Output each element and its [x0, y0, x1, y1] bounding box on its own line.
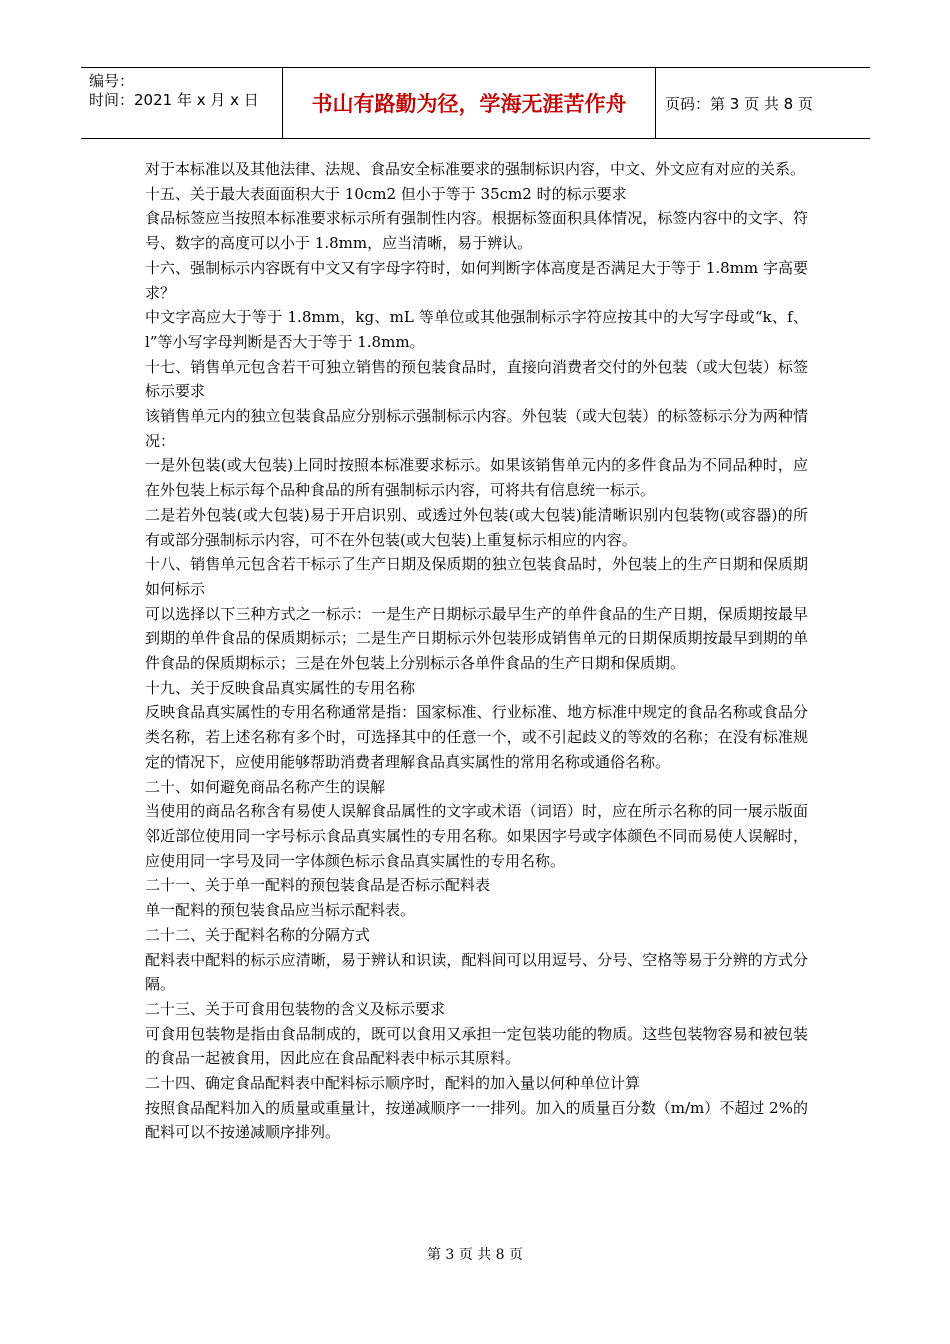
header-page-info: 页码：第 3 页 共 8 页 [665, 94, 813, 113]
header-motto: 书山有路勤为径，学海无涯苦作舟 [283, 68, 656, 138]
section-heading: 十七、销售单元包含若干可独立销售的预包装食品时，直接向消费者交付的外包装（或大包装）标签标示要求 [145, 357, 808, 401]
section-heading: 十九、关于反映食品真实属性的专用名称 [145, 678, 416, 697]
paragraph: 食品标签应当按照本标准要求标示所有强制性内容。根据标签面积具体情况，标签内容中的文字、符号、数字的高度可以小于 1.8mm，应当清晰，易于辨认。 [145, 209, 808, 253]
paragraph: 反映食品真实属性的专用名称通常是指：国家标准、行业标准、地方标准中规定的食品名称或食品分类名称，若上述名称有多个时，可选择其中的任意一个，或不引起歧义的等效的名称；在没有标准规定的情况下，应使用能够帮助消费者理解食品真实属性的常用名称或通俗名称。 [145, 703, 808, 771]
paragraph: 单一配料的预包装食品应当标示配料表。 [145, 901, 416, 920]
paragraph: 配料表中配料的标示应清晰，易于辨认和识读，配料间可以用逗号、分号、空格等易于分辨的方式分隔。 [145, 950, 808, 994]
section-heading: 二十二、关于配料名称的分隔方式 [145, 925, 371, 944]
section-heading: 二十四、确定食品配料表中配料标示顺序时，配料的加入量以何种单位计算 [145, 1074, 641, 1093]
paragraph: 按照食品配料加入的质量或重量计，按递减顺序一一排列。加入的质量百分数（m/m）不超过 2%的配料可以不按递减顺序排列。 [145, 1098, 808, 1142]
section-heading: 十八、销售单元包含若干标示了生产日期及保质期的独立包装食品时，外包装上的生产日期和保质期如何标示 [145, 555, 808, 598]
paragraph: 当使用的商品名称含有易使人误解食品属性的文字或术语（词语）时，应在所示名称的同一展示版面邻近部位使用同一字号标示食品真实属性的专用名称。如果因字号或字体颜色不同而易使人误解时，应使用同一字号及同一字体颜色标示食品真实属性的专用名称。 [145, 802, 808, 870]
section-heading: 二十三、关于可食用包装物的含义及标示要求 [145, 999, 446, 1018]
paragraph: 对于本标准以及其他法律、法规、食品安全标准要求的强制标识内容，中文、外文应有对应的关系。 [145, 160, 806, 178]
paragraph: 中文字高应大于等于 1.8mm，kg、mL 等单位或其他强制标示字符应按其中的大写字母或“k、f、l”等小写字母判断是否大于等于 1.8mm。 [145, 308, 808, 351]
document-number-label: 编号： [89, 72, 135, 90]
paragraph: 可以选择以下三种方式之一标示：一是生产日期标示最早生产的单件食品的生产日期，保质期按最早到期的单件食品的保质期标示；二是生产日期标示外包装形成销售单元的日期保质期按最早到期的单件食品的保质期标示；三是在外包装上分别标示各单件食品的生产日期和保质期。 [145, 604, 808, 673]
paragraph: 二是若外包装(或大包装)易于开启识别、或透过外包装(或大包装)能清晰识别内包装物(或容器)的所有或部分强制标示内容，可不在外包装(或大包装)上重复标示相应的内容。 [145, 505, 808, 549]
document-time-label: 时间：2021 年 x 月 x 日 [89, 91, 259, 109]
page-footer: 第 3 页 共 8 页 [426, 1247, 524, 1263]
paragraph: 一是外包装(或大包装)上同时按照本标准要求标示。如果该销售单元内的多件食品为不同品种时，应在外包装上标示每个品种食品的所有强制标示内容，可将共有信息统一标示。 [145, 456, 808, 500]
paragraph: 该销售单元内的独立包装食品应分别标示强制标示内容。外包装（或大包装）的标签标示分为两种情况： [145, 407, 808, 450]
document-body [145, 157, 808, 1145]
section-heading: 二十一、关于单一配料的预包装食品是否标示配料表 [145, 876, 491, 895]
header-meta [81, 68, 283, 138]
section-heading: 十五、关于最大表面面积大于 10cm2 但小于等于 35cm2 时的标示要求 [145, 184, 627, 203]
paragraph: 可食用包装物是指由食品制成的，既可以食用又承担一定包装功能的物质。这些包装物容易和被包装的食品一起被食用，因此应在食品配料表中标示其原料。 [145, 1024, 808, 1068]
section-heading: 二十、如何避免商品名称产生的误解 [145, 777, 386, 796]
section-heading: 十六、强制标示内容既有中文又有字母字符时，如何判断字体高度是否满足大于等于 1.8mm 字高要求？ [145, 258, 808, 302]
page-header [81, 67, 870, 139]
